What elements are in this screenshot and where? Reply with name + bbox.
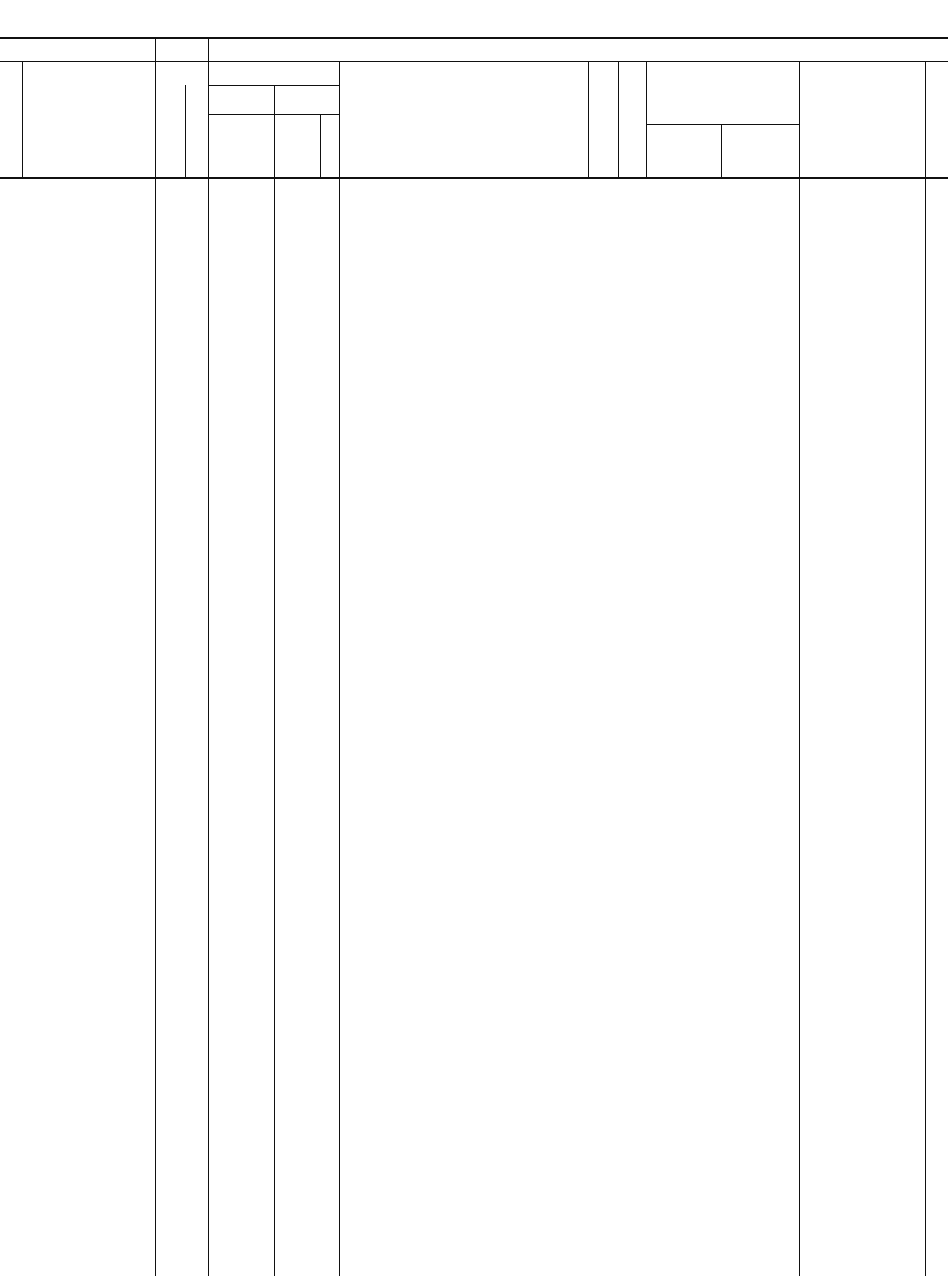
vin-mid-line [721,124,722,178]
itc-col-line [22,61,23,178]
partno-col-line [155,37,156,1276]
body-level-col-line [274,85,275,1276]
option-col-line [588,61,589,178]
top-border [0,37,948,39]
vin-divider [646,124,799,125]
pnc-col-line [208,37,209,1276]
header-bottom-border [0,177,948,179]
qty-col-line [646,61,647,178]
eng-col-line [185,85,186,178]
pcode-col-line [925,61,926,1276]
remarks-col-line [799,61,800,1276]
level-sub-line [320,114,321,177]
lr-col-line [618,61,619,178]
header-divider-1 [0,61,948,62]
model-col-line [339,61,340,1276]
